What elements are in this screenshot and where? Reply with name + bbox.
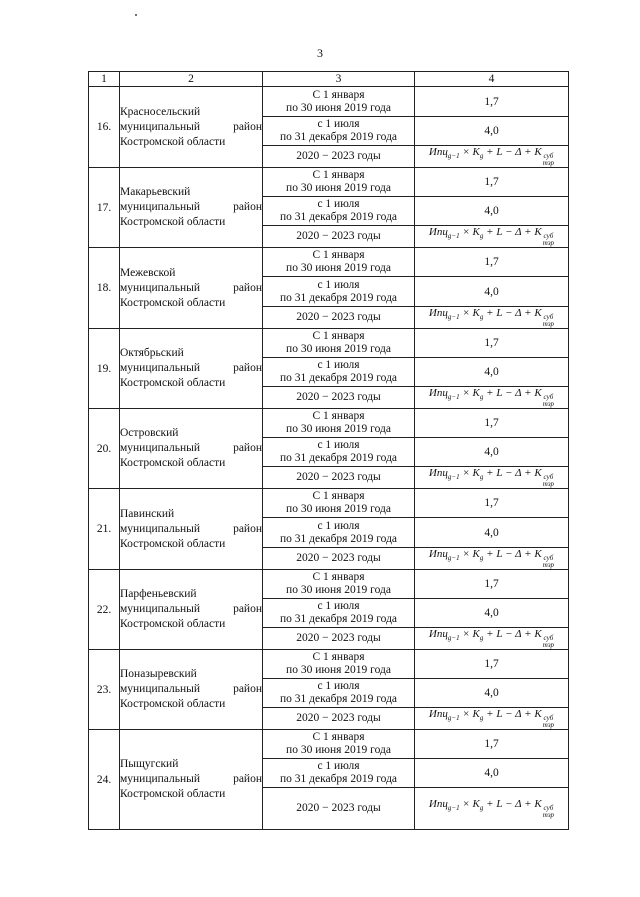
period-first-half: [263, 730, 415, 759]
formula-ipc: Ипц: [428, 226, 448, 238]
municipality-name: [120, 489, 263, 570]
formula-times: ×: [459, 708, 473, 720]
formula-times: ×: [459, 628, 473, 640]
formula-rest: + L − Δ +: [483, 387, 535, 399]
period-2020-2023: 2020 − 2023 годы: [263, 226, 415, 248]
municipality-title: Островский: [120, 427, 179, 439]
formula-times: ×: [459, 226, 473, 238]
municipality-region: Костромской области: [120, 216, 226, 228]
municipality-region: Костромской области: [120, 537, 226, 550]
period-end: по 31 декабря 2019 года: [279, 693, 398, 705]
formula-k2-indices: [543, 233, 554, 247]
formula-rest: + L − Δ +: [483, 467, 535, 479]
formula-k: K: [472, 387, 480, 399]
period-first-half: [263, 87, 415, 117]
formula-ipc: Ипц: [428, 798, 448, 810]
municipality-type-suffix: район: [233, 603, 262, 615]
municipality-title: Павинский: [120, 507, 175, 520]
period-end: по 31 декабря 2019 года: [279, 773, 398, 785]
formula-times: ×: [459, 307, 473, 319]
formula-k2: K: [534, 226, 542, 238]
formula-k2-sup: суб: [543, 554, 554, 562]
period-end: по 30 июня 2019 года: [286, 664, 391, 676]
page-number: 3: [317, 46, 323, 60]
table-row: [89, 329, 569, 358]
municipality-name: [120, 87, 263, 168]
period-2020-2023: 2020 − 2023 годы: [263, 628, 415, 650]
formula-rest: + L − Δ +: [483, 226, 535, 238]
period-start: С 1 января: [312, 731, 365, 743]
index-value-first-half: 1,7: [415, 329, 569, 358]
municipality-type: муниципальный: [120, 120, 201, 133]
formula-k2-indices: [543, 635, 554, 649]
formula-k2-sup: суб: [543, 313, 554, 321]
formula-k: K: [472, 307, 480, 319]
table-header-row: [89, 72, 569, 87]
municipality-region: Костромской области: [120, 788, 226, 800]
formula-ipc: Ипц: [428, 708, 448, 720]
table-body: [89, 87, 569, 830]
period-2020-2023: 2020 − 2023 годы: [263, 146, 415, 168]
period-end: по 30 июня 2019 года: [286, 584, 391, 596]
table-row: [89, 409, 569, 438]
formula-ipc-sub: g−1: [447, 714, 460, 722]
municipality-title: Межевской: [120, 266, 176, 279]
index-formula: [415, 146, 569, 168]
row-number: 20.: [89, 409, 120, 489]
formula-k-sub: g: [479, 313, 484, 321]
index-formula: [415, 708, 569, 730]
formula-rest: + L − Δ +: [483, 628, 535, 640]
row-number: 22.: [89, 570, 120, 650]
formula-ipc-sub: g−1: [447, 804, 460, 812]
index-value-first-half: 1,7: [415, 168, 569, 197]
index-formula: [415, 226, 569, 248]
period-2020-2023: 2020 − 2023 годы: [263, 548, 415, 570]
formula-k2-indices: [543, 474, 554, 488]
municipality-name: [120, 329, 263, 409]
index-value-second-half: 4,0: [415, 759, 569, 788]
period-first-half: [263, 650, 415, 679]
formula-k2-sub: тзр: [542, 320, 555, 328]
municipality-region: Костромской области: [120, 457, 226, 469]
index-formula: [415, 788, 569, 830]
index-value-second-half: 4,0: [415, 117, 569, 146]
formula-ipc: Ипц: [428, 387, 448, 399]
scan-speck: [135, 14, 137, 16]
municipality-type: муниципальный: [120, 603, 201, 615]
formula-k2: K: [534, 548, 542, 560]
formula-k2-sub: тзр: [542, 400, 555, 408]
index-formula: [415, 307, 569, 329]
table-row: [89, 489, 569, 518]
formula-rest: + L − Δ +: [483, 146, 535, 158]
formula-k2: K: [534, 146, 542, 158]
municipality-name: [120, 730, 263, 830]
period-start: С 1 января: [312, 651, 365, 663]
formula-ipc: Ипц: [428, 146, 448, 158]
municipality-region: Костромской области: [120, 618, 226, 630]
period-end: по 30 июня 2019 года: [286, 423, 391, 435]
municipality-type-suffix: район: [233, 362, 262, 374]
formula-k2: K: [534, 307, 542, 319]
municipality-type-suffix: район: [233, 522, 262, 535]
index-value-first-half: 1,7: [415, 650, 569, 679]
municipality-title: Пыщугский: [120, 758, 179, 770]
row-number: 19.: [89, 329, 120, 409]
index-value-first-half: 1,7: [415, 248, 569, 277]
municipality-name: [120, 409, 263, 489]
period-end: по 30 июня 2019 года: [286, 101, 391, 114]
period-start: с 1 июля: [317, 198, 360, 210]
index-value-first-half: 1,7: [415, 87, 569, 117]
row-number: 16.: [89, 87, 120, 168]
formula-k: K: [472, 798, 480, 810]
formula-ipc-sub: g−1: [447, 393, 460, 401]
formula-ipc: Ипц: [428, 628, 448, 640]
formula-k2-indices: [543, 394, 554, 408]
municipality-title: Поназыревский: [120, 668, 197, 680]
municipality-type-suffix: район: [233, 683, 262, 695]
period-second-half: [263, 197, 415, 226]
municipality-region: Костромской области: [120, 377, 226, 389]
formula-ipc: Ипц: [428, 307, 448, 319]
formula-ipc-sub: g−1: [447, 152, 460, 160]
period-end: по 31 декабря 2019 года: [279, 452, 398, 464]
formula-rest: + L − Δ +: [483, 798, 535, 810]
municipality-type-suffix: район: [233, 773, 262, 785]
municipality-title: Красносельский: [120, 105, 201, 118]
period-first-half: [263, 409, 415, 438]
period-first-half: [263, 489, 415, 518]
municipality-title: Парфеньевский: [120, 588, 197, 600]
index-value-second-half: 4,0: [415, 679, 569, 708]
period-start: С 1 января: [312, 410, 365, 422]
period-first-half: [263, 248, 415, 277]
formula-k2: K: [534, 798, 542, 810]
formula-k2-sup: суб: [543, 804, 554, 812]
formula-ipc: Ипц: [428, 467, 448, 479]
municipality-type: муниципальный: [120, 281, 201, 294]
index-value-first-half: 1,7: [415, 570, 569, 599]
formula-k2-sub: тзр: [542, 561, 555, 569]
formula-k2-sub: тзр: [542, 721, 555, 729]
period-start: с 1 июля: [317, 118, 360, 130]
formula-k2: K: [534, 387, 542, 399]
municipality-type: муниципальный: [120, 362, 201, 374]
formula-rest: + L − Δ +: [483, 307, 535, 319]
formula-k: K: [472, 467, 480, 479]
formula-ipc-sub: g−1: [447, 634, 460, 642]
period-end: по 31 декабря 2019 года: [279, 131, 398, 143]
municipality-type-suffix: район: [233, 442, 262, 454]
formula-k2-sup: суб: [543, 634, 554, 642]
formula-k-sub: g: [479, 714, 484, 722]
period-second-half: [263, 117, 415, 146]
formula-k2: K: [534, 628, 542, 640]
period-start: С 1 января: [312, 571, 365, 583]
tariff-table: [88, 71, 569, 830]
formula-k2-indices: [543, 314, 554, 328]
municipality-type: муниципальный: [120, 201, 201, 213]
period-start: С 1 января: [312, 249, 365, 261]
formula-k2-sup: суб: [543, 232, 554, 240]
formula-k-sub: g: [479, 393, 484, 401]
formula-k2-sup: суб: [543, 714, 554, 722]
period-start: с 1 июля: [317, 278, 360, 291]
formula-k-sub: g: [479, 804, 484, 812]
period-start: с 1 июля: [317, 680, 360, 692]
formula-k2-sub: тзр: [542, 239, 555, 247]
formula-k2-indices: [543, 153, 554, 167]
period-second-half: [263, 759, 415, 788]
index-formula: [415, 467, 569, 489]
formula-k: K: [472, 708, 480, 720]
period-end: по 30 июня 2019 года: [286, 262, 391, 274]
municipality-name: [120, 650, 263, 730]
formula-k2-sup: суб: [543, 152, 554, 160]
formula-rest: + L − Δ +: [483, 548, 535, 560]
period-2020-2023: 2020 − 2023 годы: [263, 467, 415, 489]
formula-k: K: [472, 226, 480, 238]
municipality-type: муниципальный: [120, 683, 201, 695]
formula-k2: K: [534, 708, 542, 720]
formula-ipc: Ипц: [428, 548, 448, 560]
period-second-half: [263, 358, 415, 387]
municipality-name: [120, 168, 263, 248]
municipality-type: муниципальный: [120, 442, 201, 454]
formula-k2-sub: тзр: [542, 159, 555, 167]
formula-times: ×: [459, 467, 473, 479]
formula-k2: K: [534, 467, 542, 479]
municipality-type: муниципальный: [120, 522, 201, 535]
table-row: [89, 570, 569, 599]
formula-k: K: [472, 628, 480, 640]
period-start: С 1 января: [312, 330, 365, 342]
period-start: с 1 июля: [317, 519, 360, 532]
table-row: [89, 650, 569, 679]
formula-k2-sub: тзр: [542, 641, 555, 649]
formula-rest: + L − Δ +: [483, 708, 535, 720]
period-end: по 30 июня 2019 года: [286, 343, 391, 355]
column-header: 1: [89, 72, 120, 87]
column-header: 4: [415, 72, 569, 87]
municipality-type-suffix: район: [233, 201, 262, 213]
formula-k-sub: g: [479, 152, 484, 160]
formula-times: ×: [459, 798, 473, 810]
table-row: [89, 168, 569, 197]
index-value-second-half: 4,0: [415, 197, 569, 226]
municipality-region: Костромской области: [120, 698, 226, 710]
formula-k2-sup: суб: [543, 473, 554, 481]
municipality-type-suffix: район: [233, 281, 262, 294]
period-start: С 1 января: [312, 169, 365, 181]
index-formula: [415, 387, 569, 409]
municipality-title: Макарьевский: [120, 186, 191, 198]
index-value-first-half: 1,7: [415, 409, 569, 438]
formula-ipc-sub: g−1: [447, 232, 460, 240]
period-end: по 31 декабря 2019 года: [279, 372, 398, 384]
period-end: по 30 июня 2019 года: [286, 182, 391, 194]
row-number: 23.: [89, 650, 120, 730]
row-number: 17.: [89, 168, 120, 248]
formula-k-sub: g: [479, 554, 484, 562]
formula-k2-sub: тзр: [542, 811, 555, 819]
table-row: [89, 730, 569, 759]
period-end: по 31 декабря 2019 года: [279, 211, 398, 223]
period-end: по 31 декабря 2019 года: [279, 613, 398, 625]
formula-k: K: [472, 146, 480, 158]
index-value-second-half: 4,0: [415, 277, 569, 307]
period-second-half: [263, 277, 415, 307]
formula-times: ×: [459, 146, 473, 158]
formula-k2-indices: [543, 555, 554, 569]
formula-ipc-sub: g−1: [447, 313, 460, 321]
period-end: по 31 декабря 2019 года: [279, 291, 398, 304]
period-end: по 30 июня 2019 года: [286, 503, 391, 515]
period-end: по 30 июня 2019 года: [286, 744, 391, 756]
period-second-half: [263, 599, 415, 628]
period-start: с 1 июля: [317, 359, 360, 371]
period-2020-2023: 2020 − 2023 годы: [263, 307, 415, 329]
period-start: С 1 января: [312, 88, 365, 101]
formula-k2-sup: суб: [543, 393, 554, 401]
municipality-name: [120, 570, 263, 650]
period-second-half: [263, 679, 415, 708]
formula-k2-indices: [543, 715, 554, 729]
table-row: [89, 87, 569, 117]
period-first-half: [263, 168, 415, 197]
index-formula: [415, 548, 569, 570]
index-value-second-half: 4,0: [415, 438, 569, 467]
period-first-half: [263, 570, 415, 599]
municipality-type: муниципальный: [120, 773, 201, 785]
formula-ipc-sub: g−1: [447, 554, 460, 562]
index-value-second-half: 4,0: [415, 518, 569, 548]
index-value-second-half: 4,0: [415, 358, 569, 387]
period-start: с 1 июля: [317, 439, 360, 451]
period-second-half: [263, 438, 415, 467]
municipality-region: Костромской области: [120, 135, 226, 148]
index-value-first-half: 1,7: [415, 489, 569, 518]
period-start: С 1 января: [312, 490, 365, 502]
period-second-half: [263, 518, 415, 548]
period-end: по 31 декабря 2019 года: [279, 532, 398, 545]
municipality-region: Костромской области: [120, 296, 226, 309]
period-start: с 1 июля: [317, 760, 360, 772]
column-header: 3: [263, 72, 415, 87]
formula-ipc-sub: g−1: [447, 473, 460, 481]
formula-k2-sub: тзр: [542, 480, 555, 488]
row-number: 21.: [89, 489, 120, 570]
formula-k: K: [472, 548, 480, 560]
period-start: с 1 июля: [317, 600, 360, 612]
municipality-type-suffix: район: [233, 120, 262, 133]
index-value-second-half: 4,0: [415, 599, 569, 628]
index-formula: [415, 628, 569, 650]
index-value-first-half: 1,7: [415, 730, 569, 759]
period-first-half: [263, 329, 415, 358]
row-number: 18.: [89, 248, 120, 329]
period-2020-2023: 2020 − 2023 годы: [263, 708, 415, 730]
municipality-title: Октябрьский: [120, 347, 184, 359]
column-header: 2: [120, 72, 263, 87]
period-2020-2023: 2020 − 2023 годы: [263, 387, 415, 409]
row-number: 24.: [89, 730, 120, 830]
formula-k2-indices: [543, 805, 554, 819]
formula-times: ×: [459, 548, 473, 560]
table-row: [89, 248, 569, 277]
formula-k-sub: g: [479, 473, 484, 481]
formula-times: ×: [459, 387, 473, 399]
formula-k-sub: g: [479, 232, 484, 240]
formula-k-sub: g: [479, 634, 484, 642]
municipality-name: [120, 248, 263, 329]
period-2020-2023: 2020 − 2023 годы: [263, 788, 415, 830]
